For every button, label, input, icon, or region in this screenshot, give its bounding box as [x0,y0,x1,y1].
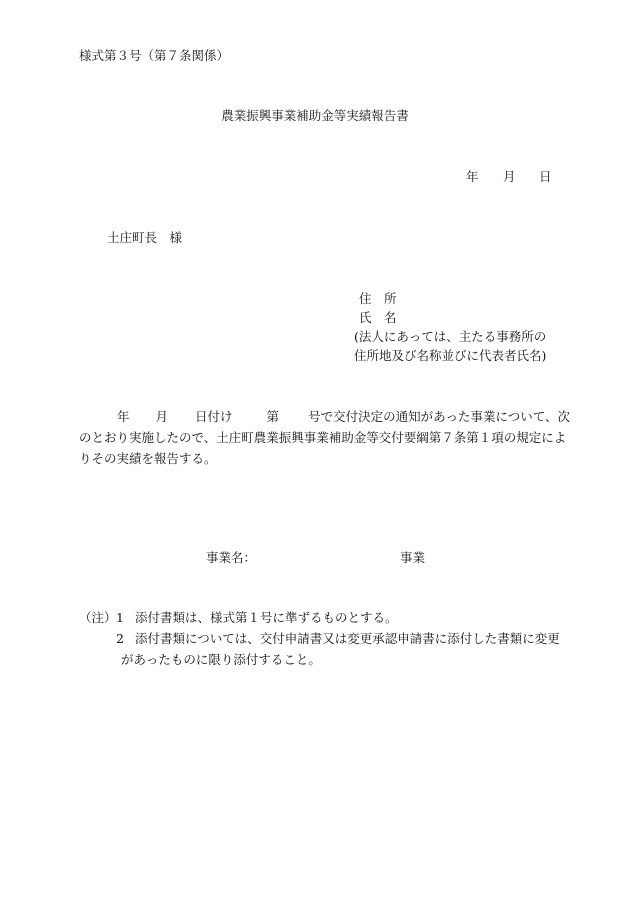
form-number: 様式第３号（第７条関係） [79,48,230,63]
recipient: 土庄町長 様 [107,230,183,245]
note-2-number: 2 [116,631,124,646]
date-day-label: 日 [539,169,552,184]
body-dai: 第 [266,409,280,424]
document-title: 農業振興事業補助金等実績報告書 [221,108,409,123]
address-label: 住 所 [359,291,397,306]
corporate-note-line-1: (法人にあっては、主たる事務所の [354,329,547,344]
body-line-1-rest: 号で交付決定の通知があった事業について、次 [308,409,570,424]
note-1-number: 1 [116,610,124,625]
project-name-suffix: 事業 [400,550,426,565]
project-name-label: 事業名： [206,550,257,565]
body-dated: 日付け [195,409,233,424]
body-year: 年 [117,409,130,424]
note-2-text-continued: があったものに限り添付すること。 [121,652,321,667]
body-line-1 [79,409,570,424]
note-2-text: 添付書類については、交付申請書又は変更承認申請書に添付した書類に変更 [135,631,560,646]
name-label: 氏 名 [359,310,397,325]
date-year-label: 年 [466,169,479,184]
body-month: 月 [155,409,169,424]
note-1-text: 添付書類は、様式第１号に準ずるものとする。 [135,610,398,625]
corporate-note-line-2: 住所地及び名称並びに代表者氏名) [354,348,547,363]
body-line-3: りその実績を報告する。 [79,451,217,466]
body-line-2: のとおり実施したので、土庄町農業振興事業補助金等交付要綱第７条第１項の規定によ [79,430,567,445]
date-month-label: 月 [503,169,516,184]
notes-heading: （注） [79,610,117,625]
